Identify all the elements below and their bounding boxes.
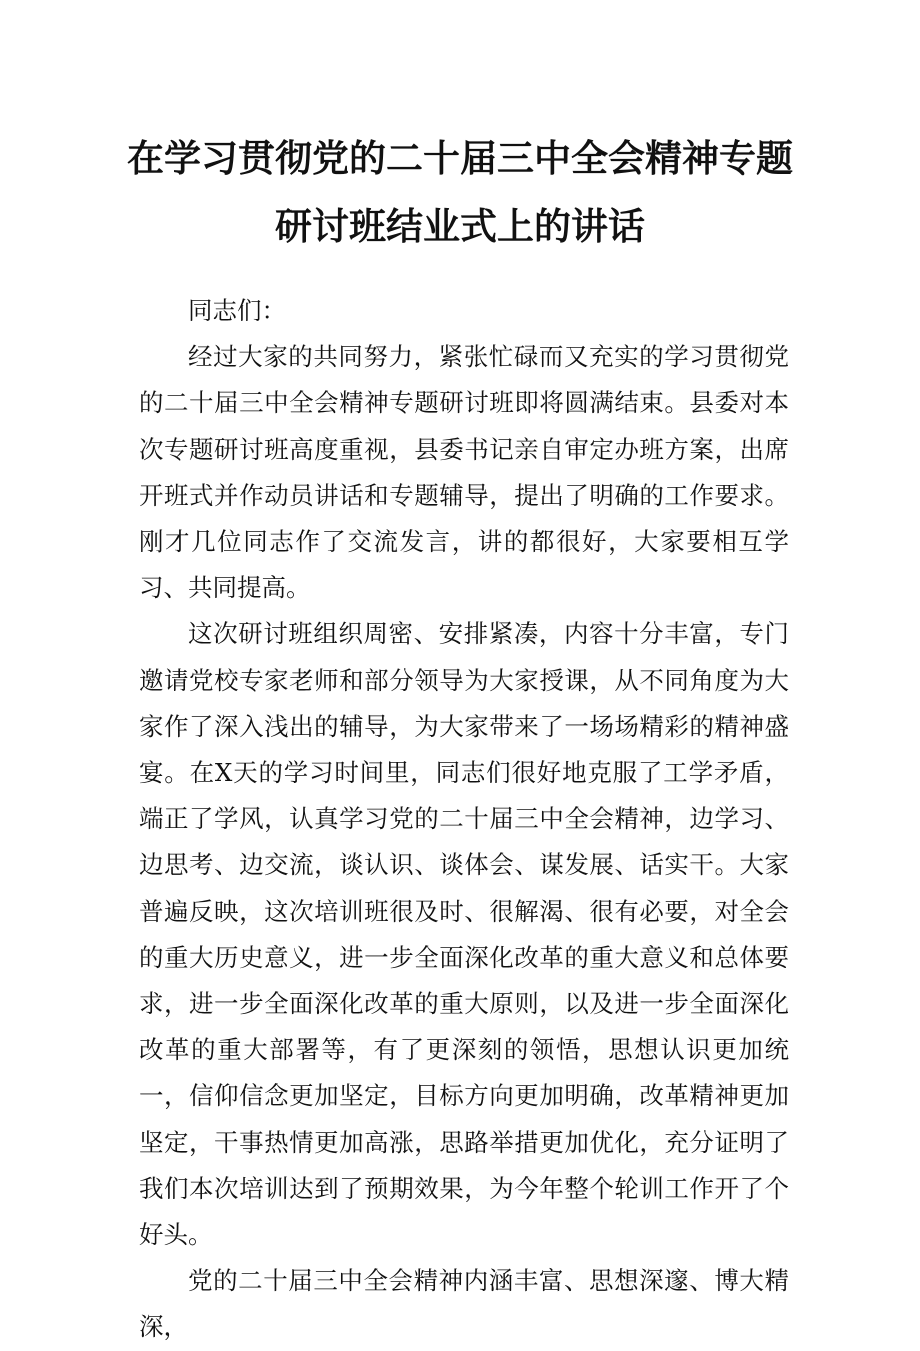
salutation: 同志们： — [188, 296, 286, 325]
paragraph-2: 这次研讨班组织周密、安排紧凑，内容十分丰富，专门邀请党校专家老师和部分领导为大家授课，从不同角度为大家作了深入浅出的辅导，为大家带来了一场场精彩的精神盛宴。在X天的学习时间里，同志们很好地克服了工学矛盾，端正了学风，认真学习党的二十届三中全会精神，边学习、边思考、边交流，谈认识、谈体会、谋发展、话实干。大家普遍反映，这次培训班很及时、很解渴、很有必要，对全会的重大历史意义，进一步全面深化改革的重大意义和总体要求，进一步全面深化改革的重大原则，以及进一步全面深化改革的重大部署等，有了更深刻的领悟，思想认识更加统一，信仰信念更加坚定，目标方向更加明确，改革精神更加坚定，干事热情更加高涨，思路举措更加优化，充分证明了我们本次培训达到了预期效果，为今年整个轮训工作开了个好头。 — [139, 619, 789, 1250]
paragraph-1: 经过大家的共同努力，紧张忙碌而又充实的学习贯彻党的二十届三中全会精神专题研讨班即将圆满结束。县委对本次专题研讨班高度重视，县委书记亲自审定办班方案，出席开班式并作动员讲话和专题辅导，提出了明确的工作要求。刚才几位同志作了交流发言，讲的都很好，大家要相互学习、共同提高。 — [139, 342, 789, 603]
document-title-line-1: 在学习贯彻党的二十届三中全会精神专题 — [127, 137, 793, 180]
paragraph-3: 党的二十届三中全会精神内涵丰富、思想深邃、博大精深， — [139, 1266, 789, 1342]
document-title-line-2: 研讨班结业式上的讲话 — [275, 205, 645, 248]
document-body — [139, 288, 789, 1351]
